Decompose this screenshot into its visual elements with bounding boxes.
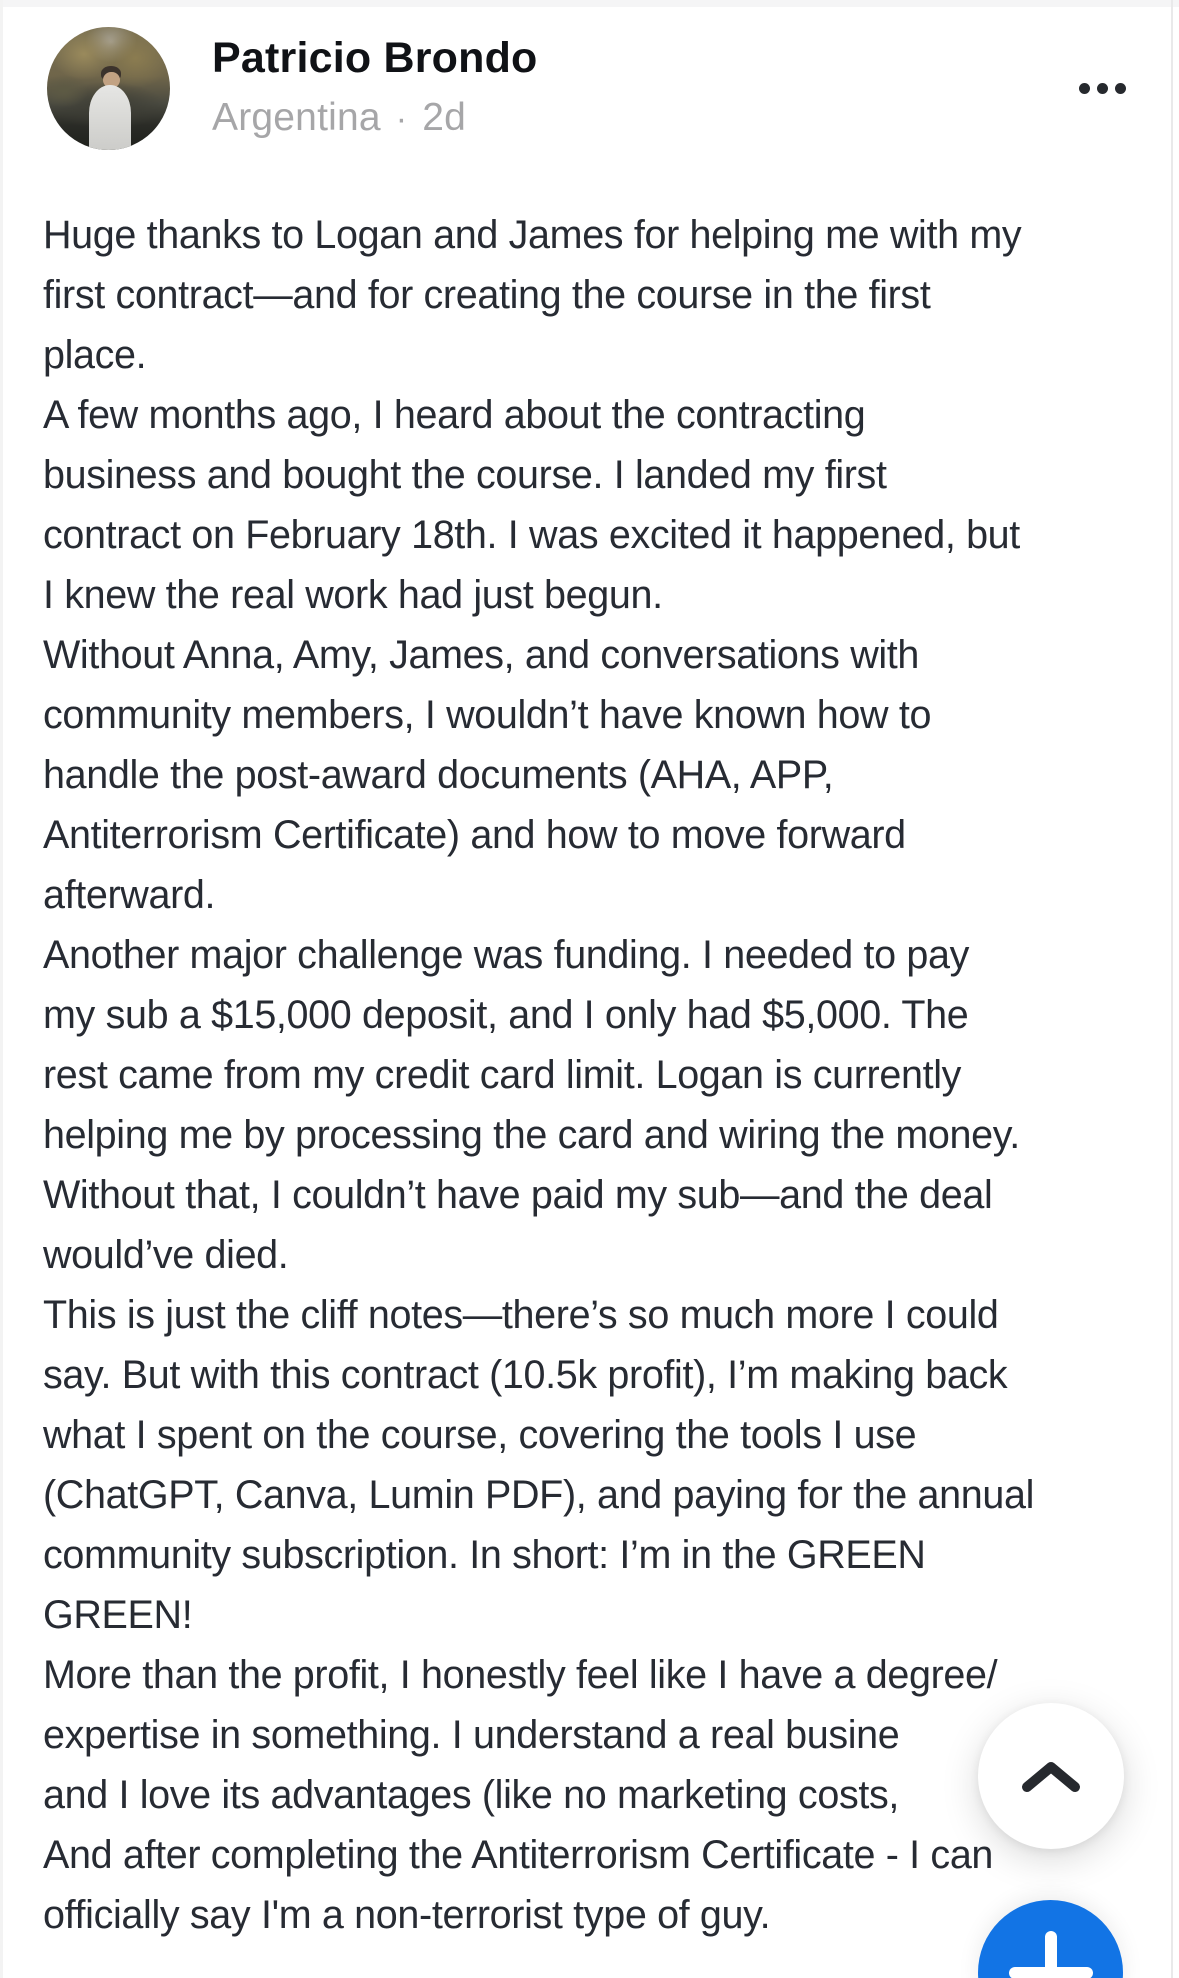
post-body-line: More than the profit, I honestly feel like I have a degree/ (43, 1653, 998, 1697)
post-body-line: first contract—and for creating the course in the first (43, 273, 931, 317)
avatar-photo-person-coat (89, 85, 131, 150)
post-meta (212, 92, 466, 144)
post-body-line: Another major challenge was funding. I needed to pay (43, 933, 970, 977)
post-body-line: (ChatGPT, Canva, Lumin PDF), and paying for the annual (43, 1473, 1035, 1517)
post-body-line: officially say I'm a non-terrorist type of guy. (43, 1893, 771, 1937)
post-age: 2d (422, 96, 467, 139)
post-options-button[interactable] (1052, 56, 1152, 120)
ellipsis-horizontal-icon (1079, 83, 1126, 94)
post-body-line: contract on February 18th. I was excited it happened, but (43, 513, 1020, 557)
scroll-to-top-button[interactable] (978, 1703, 1124, 1849)
author-location: Argentina (212, 96, 381, 139)
right-edge-border (1171, 0, 1173, 1978)
avatar[interactable] (47, 27, 170, 150)
left-edge-border (0, 0, 3, 1978)
post-body-line: helping me by processing the card and wiring the money. (43, 1113, 1020, 1157)
top-edge-divider (0, 0, 1179, 7)
post-body-line: business and bought the course. I landed my first (43, 453, 887, 497)
post-body-line: would’ve died. (43, 1233, 289, 1277)
chevron-up-icon (1019, 1757, 1083, 1795)
post-body-line: Without that, I couldn’t have paid my sub—and the deal (43, 1173, 993, 1217)
post-body-line: Huge thanks to Logan and James for helping me with my (43, 213, 1022, 257)
post-body (43, 205, 1171, 1945)
post-body-line: This is just the cliff notes—there’s so much more I could (43, 1293, 999, 1337)
post-body-line: Without Anna, Amy, James, and conversations with (43, 633, 920, 677)
post-body-line: community members, I wouldn’t have known how to (43, 693, 932, 737)
post-body-line: GREEN! (43, 1593, 193, 1637)
post-body-line: what I spent on the course, covering the tools I use (43, 1413, 917, 1457)
author-name[interactable]: Patricio Brondo (212, 34, 538, 82)
post-body-line: and I love its advantages (like no marketing costs, (43, 1773, 899, 1817)
post-body-line: And after completing the Antiterrorism Certificate - I can (43, 1833, 994, 1877)
post-body-line: my sub a $15,000 deposit, and I only had $5,000. The (43, 993, 969, 1037)
post-body-line: afterward. (43, 873, 216, 917)
post-body-line: community subscription. In short: I’m in the GREEN (43, 1533, 926, 1577)
post-body-line: handle the post-award documents (AHA, APP, (43, 753, 834, 797)
meta-separator: · (395, 100, 408, 138)
post-body-line: A few months ago, I heard about the contracting (43, 393, 866, 437)
post-body-line: say. But with this contract (10.5k profit), I’m making back (43, 1353, 1008, 1397)
post-body-line: I knew the real work had just begun. (43, 573, 663, 617)
post-body-line: place. (43, 333, 147, 377)
plus-icon (1006, 1928, 1096, 1978)
post-body-line: rest came from my credit card limit. Logan is currently (43, 1053, 962, 1097)
post-body-line: expertise in something. I understand a real busine (43, 1713, 900, 1757)
post-body-line: Antiterrorism Certificate) and how to move forward (43, 813, 906, 857)
